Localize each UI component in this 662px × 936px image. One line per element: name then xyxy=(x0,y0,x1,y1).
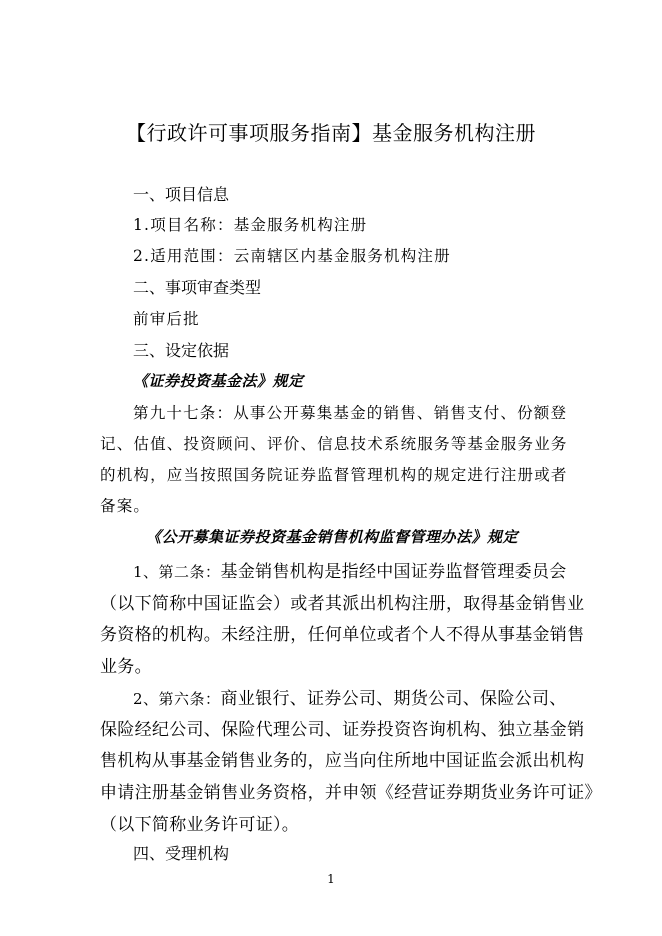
article-text: 基金销售机构是指经中国证券监督管理委员会 xyxy=(220,562,567,582)
law2-article6-line xyxy=(133,684,567,709)
page-number: 1 xyxy=(327,872,335,886)
law2-article2-line: 务资格的机构。未经注册，任何单位或者个人不得从事基金销售 xyxy=(100,625,585,645)
law1-title: 《证券投资基金法》规定 xyxy=(133,372,304,390)
scope-line: 2.适用范围：云南辖区内基金服务机构注册 xyxy=(133,247,451,265)
article-text: 商业银行、证券公司、期货公司、保险公司、 xyxy=(220,689,567,709)
law2-article2-line: 业务。 xyxy=(100,657,152,677)
law2-article2-line xyxy=(133,557,567,582)
law2-article6-line: 售机构从事基金销售业务的，应当向住所地中国证监会派出机构 xyxy=(100,751,585,771)
law2-article6-line: 保险经纪公司、保险代理公司、证券投资咨询机构、独立基金销 xyxy=(100,720,585,740)
law2-article6-line: 申请注册基金销售业务资格，并申领《经营证券期货业务许可证》 xyxy=(100,783,602,803)
section-heading-legal-basis: 三、设定依据 xyxy=(133,341,230,360)
law2-article2-line: （以下简称中国证监会）或者其派出机构注册，取得基金销售业 xyxy=(100,594,585,614)
project-name-line: 1.项目名称：基金服务机构注册 xyxy=(133,216,368,234)
document-title: 【行政许可事项服务指南】基金服务机构注册 xyxy=(126,121,536,145)
law2-article6-line: （以下简称业务许可证）。 xyxy=(100,815,300,835)
article-lead: 2、第六条： xyxy=(133,690,221,708)
law1-paragraph-line: 第九十七条：从事公开募集基金的销售、销售支付、份额登 xyxy=(133,404,568,422)
law1-paragraph-line: 记、估值、投资顾问、评价、信息技术系统服务等基金服务业务 xyxy=(100,435,568,453)
review-type-value: 前审后批 xyxy=(133,310,200,328)
section-heading-review-type: 二、事项审查类型 xyxy=(133,278,262,297)
law1-paragraph-line: 的机构，应当按照国务院证券监督管理机构的规定进行注册或者 xyxy=(100,466,568,484)
law2-title: 《公开募集证券投资基金销售机构监督管理办法》规定 xyxy=(146,528,519,546)
section-heading-project-info: 一、项目信息 xyxy=(133,185,230,204)
section-heading-accepting-authority: 四、受理机构 xyxy=(133,844,230,863)
law1-paragraph-line: 备案。 xyxy=(100,497,151,515)
article-lead: 1、第二条： xyxy=(133,563,221,581)
